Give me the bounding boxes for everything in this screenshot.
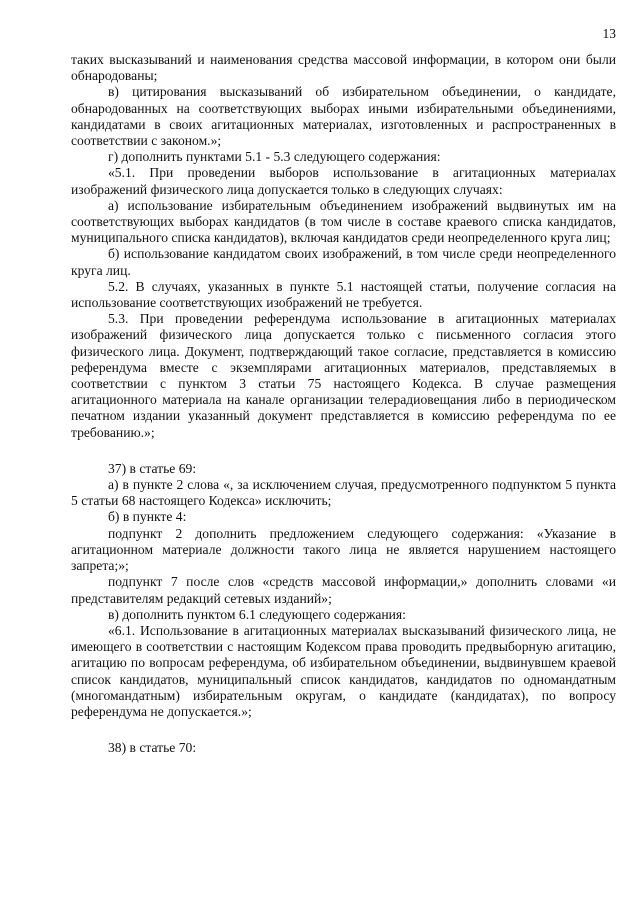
paragraph-5-3: 5.3. При проведении референдума использование в агитационных материалах изображений физического лица допускается только с письменного согласия этого физического лица. Документ, подтверждающий такое согласие, представляется в комиссию референдума вместе с экземплярами агитационных материалов, представляемых в соответствии с пунктом 3 статьи 75 настоящего Кодекса. В случае размещения агитационного материала на канале организации телерадиовещания либо в периодическом печатном издании указанный документ представляется в комиссию референдума по ее требованию.»; xyxy=(71,311,616,440)
paragraph-5-1-b: б) использование кандидатом своих изображений, в том числе среди неопределенного круга лиц. xyxy=(71,246,616,278)
paragraph-item-v: в) цитирования высказываний об избирательном объединении, о кандидате, обнародованных на соответствующих выборах иными избирательными объединениями, кандидатами в своих агитационных материалах, изготовленных и распространенных в соответствии с законом.»; xyxy=(71,84,616,149)
paragraph-spacer xyxy=(71,720,616,740)
paragraph-continuation: таких высказываний и наименования средства массовой информации, в котором они были обнародованы; xyxy=(71,52,616,84)
paragraph-subitem-7: подпункт 7 после слов «средств массовой информации,» дополнить словами «и представителям редакций сетевых изданий»; xyxy=(71,574,616,606)
paragraph-6-1: «6.1. Использование в агитационных материалах высказываний физического лица, не имеющего в соответствии с настоящим Кодексом права проводить предвыборную агитацию, агитацию по вопросам референдума, об избирательном объединении, выдвинувшем краевой список кандидатов, муниципальный список кандидатов, кандидатов по одномандатным (многомандатным) избирательным округам, о кандидате (кандидатах), по вопросу референдума не допускается.»; xyxy=(71,622,616,719)
paragraph-69-b: б) в пункте 4: xyxy=(108,509,187,525)
paragraph-subitem-2: подпункт 2 дополнить предложением следующего содержания: «Указание в агитационном материале должности такого лица не является нарушением настоящего запрета;»; xyxy=(71,525,616,574)
page-number: 13 xyxy=(602,26,616,41)
paragraph-item-g: г) дополнить пунктами 5.1 - 5.3 следующего содержания: xyxy=(108,149,441,165)
paragraph-69-v: в) дополнить пунктом 6.1 следующего содержания: xyxy=(108,606,406,622)
paragraph-5-1: «5.1. При проведении выборов использование в агитационных материалах изображений физического лица допускается только в следующих случаях: xyxy=(71,165,616,197)
paragraph-5-1-a: а) использование избирательным объединением изображений выдвинутых им на соответствующих выборах кандидатов (в том числе в составе краевого списка кандидатов, муниципального списка кандидатов), включая кандидатов среди неопределенного круга лиц; xyxy=(71,197,616,246)
paragraph-article-69: 37) в статье 69: xyxy=(108,460,197,476)
paragraph-article-70: 38) в статье 70: xyxy=(108,740,197,756)
document-body xyxy=(71,52,616,756)
paragraph-spacer xyxy=(71,441,616,461)
paragraph-5-2: 5.2. В случаях, указанных в пункте 5.1 настоящей статьи, получение согласия на использование соответствующих изображений не требуется. xyxy=(71,278,616,311)
paragraph-69-a: а) в пункте 2 слова «, за исключением случая, предусмотренного подпунктом 5 пункта 5 статьи 68 настоящего Кодекса» исключить; xyxy=(71,477,616,509)
